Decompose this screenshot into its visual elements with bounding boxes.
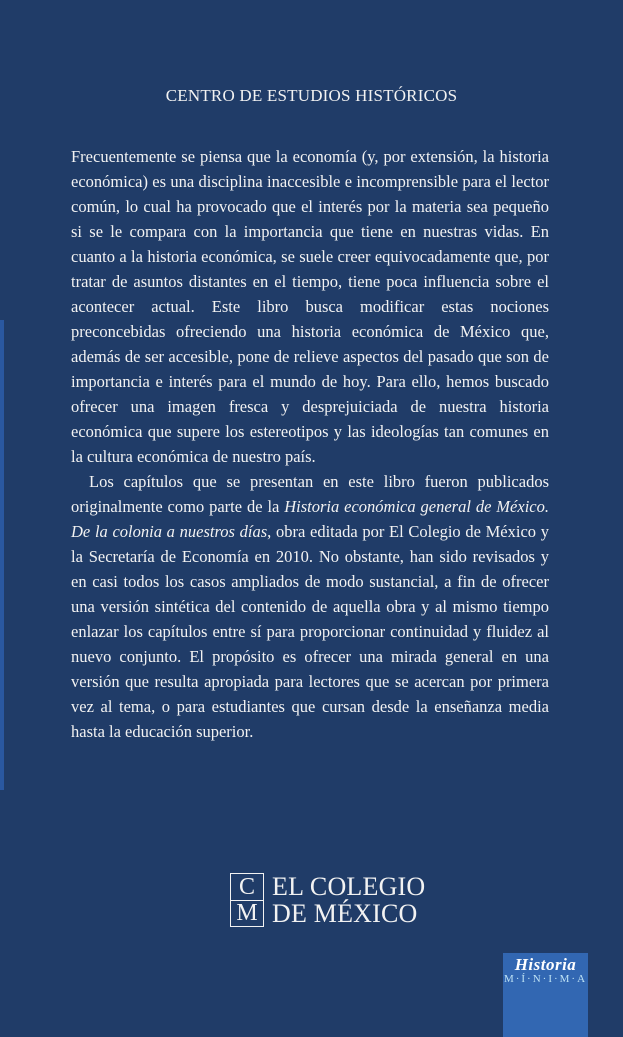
paragraph-2-before: Los capítulos que se presentan en este libro fueron publicados originalmente como parte de la — [71, 472, 549, 516]
book-title: Historia económica general de México. De la colonia a nuestros días — [71, 497, 549, 541]
publisher-name — [272, 873, 425, 927]
publisher-line-2: DE MÉXICO — [272, 899, 418, 928]
logo-mark-icon — [230, 873, 264, 927]
header-title: CENTRO DE ESTUDIOS HISTÓRICOS — [165, 86, 458, 105]
logo-mark-bottom: M — [231, 900, 263, 927]
back-cover-text — [71, 144, 549, 744]
series-subtitle: M·Í·N·I·M·A — [503, 973, 588, 985]
publisher-logo — [230, 872, 425, 928]
edge-strip — [0, 320, 4, 790]
logo-mark-top: C — [238, 873, 255, 900]
publisher-line-1: EL COLEGIO — [272, 872, 426, 901]
paragraph-2 — [71, 469, 549, 744]
paragraph-1: Frecuentemente se piensa que la economía (y, por extensión, la historia económica) es una disciplina inaccesible e incomprensible para el lector común, lo cual ha provocado que el interés por la materia sea pequeño si se le compara con la importancia que tiene en nuestras vidas. En cuanto a la historia económica, se suele creer equivocadamente que, por tratar de asuntos distantes en el tiempo, tiene poca influencia sobre el acontecer actual. Este libro busca modificar estas nociones preconcebidas ofreciendo una historia económica de México que, además de ser accesible, pone de relieve aspectos del pasado que son de importancia e interés para el mundo de hoy. Para ello, hemos buscado ofrecer una imagen fresca y desprejuiciada de nuestra historia económica que supere los estereotipos y las ideologías tan comunes en la cultura económica de nuestro país. — [71, 147, 549, 466]
series-badge — [503, 953, 588, 1037]
series-title: Historia — [514, 955, 577, 974]
paragraph-2-after: , obra editada por El Colegio de México y la Secretaría de Economía en 2010. No obstante, han sido revisados y en casi todos los casos ampliados de modo sustancial, a fin de ofrecer una versión sintética del contenido de aquella obra y al mismo tiempo enlazar los capítulos entre sí para proporcionar continuidad y fluidez al nuevo conjunto. El propósito es ofrecer una mirada general en una versión que resulta apropiada para lectores que se acercan por primera vez al tema, o para estudiantes que cursan desde la enseñanza media hasta la educación superior. — [71, 522, 549, 741]
